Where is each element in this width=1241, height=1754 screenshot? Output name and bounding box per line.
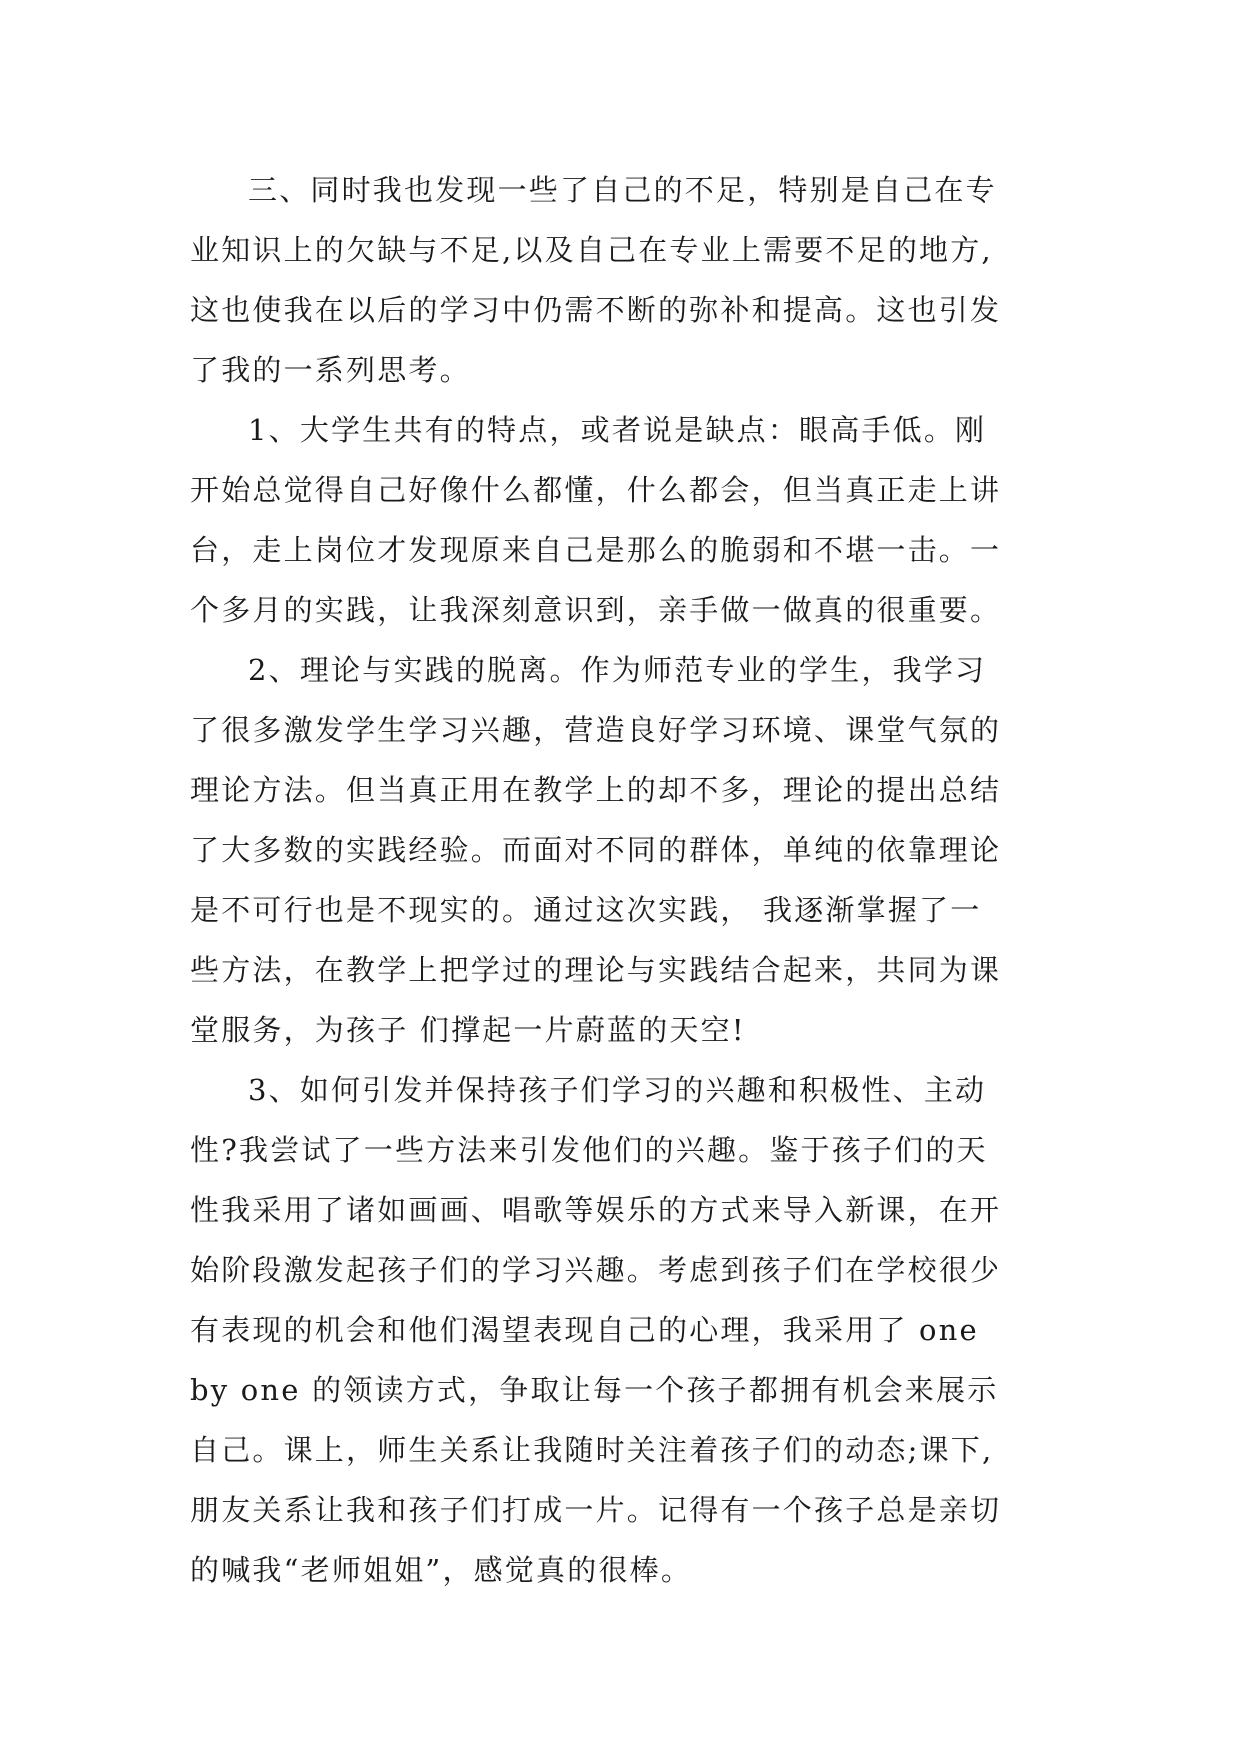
paragraph-line: 堂服务，为孩子 们撑起一片蔚蓝的天空! — [190, 1013, 746, 1047]
paragraph-line: by one 的领读方式，争取让每一个孩子都拥有机会来展示 — [190, 1373, 999, 1407]
paragraph-line: 了很多激发学生学习兴趣，营造良好学习环境、课堂气氛的 — [190, 713, 1002, 747]
paragraph-line: 有表现的机会和他们渴望表现自己的心理，我采用了 one — [190, 1313, 979, 1347]
paragraph-line: 是不可行也是不现实的。通过这次实践， 我逐渐掌握了一 — [190, 893, 982, 927]
paragraph-line: 自己。课上，师生关系让我随时关注着孩子们的动态;课下, — [190, 1433, 994, 1467]
paragraph-line: 台，走上岗位才发现原来自己是那么的脆弱和不堪一击。一 — [190, 533, 1002, 567]
paragraph-line: 了大多数的实践经验。而面对不同的群体，单纯的依靠理论 — [190, 833, 1002, 867]
paragraph-line: 这也使我在以后的学习中仍需不断的弥补和提高。这也引发 — [190, 293, 1002, 327]
paragraph-point-3 — [190, 1060, 1070, 1600]
paragraph-line: 的喊我“老师姐姐”，感觉真的很棒。 — [190, 1553, 693, 1587]
paragraph-line: 些方法，在教学上把学过的理论与实践结合起来，共同为课 — [190, 953, 1002, 987]
paragraph-line: 3、如何引发并保持孩子们学习的兴趣和积极性、主动 — [248, 1073, 987, 1107]
paragraph-line: 个多月的实践，让我深刻意识到，亲手做一做真的很重要。 — [190, 593, 1002, 627]
paragraph-line: 三、同时我也发现一些了自己的不足，特别是自己在专 — [248, 173, 997, 207]
paragraph-line: 了我的一系列思考。 — [190, 353, 471, 387]
paragraph-3-reflection — [190, 160, 1070, 400]
paragraph-point-2 — [190, 640, 1070, 1060]
paragraph-line: 性我采用了诸如画画、唱歌等娱乐的方式来导入新课，在开 — [190, 1193, 1002, 1227]
paragraph-line: 理论方法。但当真正用在教学上的却不多，理论的提出总结 — [190, 773, 1002, 807]
paragraph-line: 业知识上的欠缺与不足,以及自己在专业上需要不足的地方, — [190, 233, 993, 267]
paragraph-line: 开始总觉得自己好像什么都懂，什么都会，但当真正走上讲 — [190, 473, 1002, 507]
paragraph-line: 朋友关系让我和孩子们打成一片。记得有一个孩子总是亲切 — [190, 1493, 1002, 1527]
paragraph-line: 始阶段激发起孩子们的学习兴趣。考虑到孩子们在学校很少 — [190, 1253, 1002, 1287]
document-body — [190, 160, 1070, 1600]
paragraph-point-1 — [190, 400, 1070, 640]
paragraph-line: 1、大学生共有的特点，或者说是缺点：眼高手低。刚 — [248, 413, 987, 447]
paragraph-line: 2、理论与实践的脱离。作为师范专业的学生，我学习 — [248, 653, 987, 687]
paragraph-line: 性?我尝试了一些方法来引发他们的兴趣。鉴于孩子们的天 — [190, 1133, 988, 1167]
